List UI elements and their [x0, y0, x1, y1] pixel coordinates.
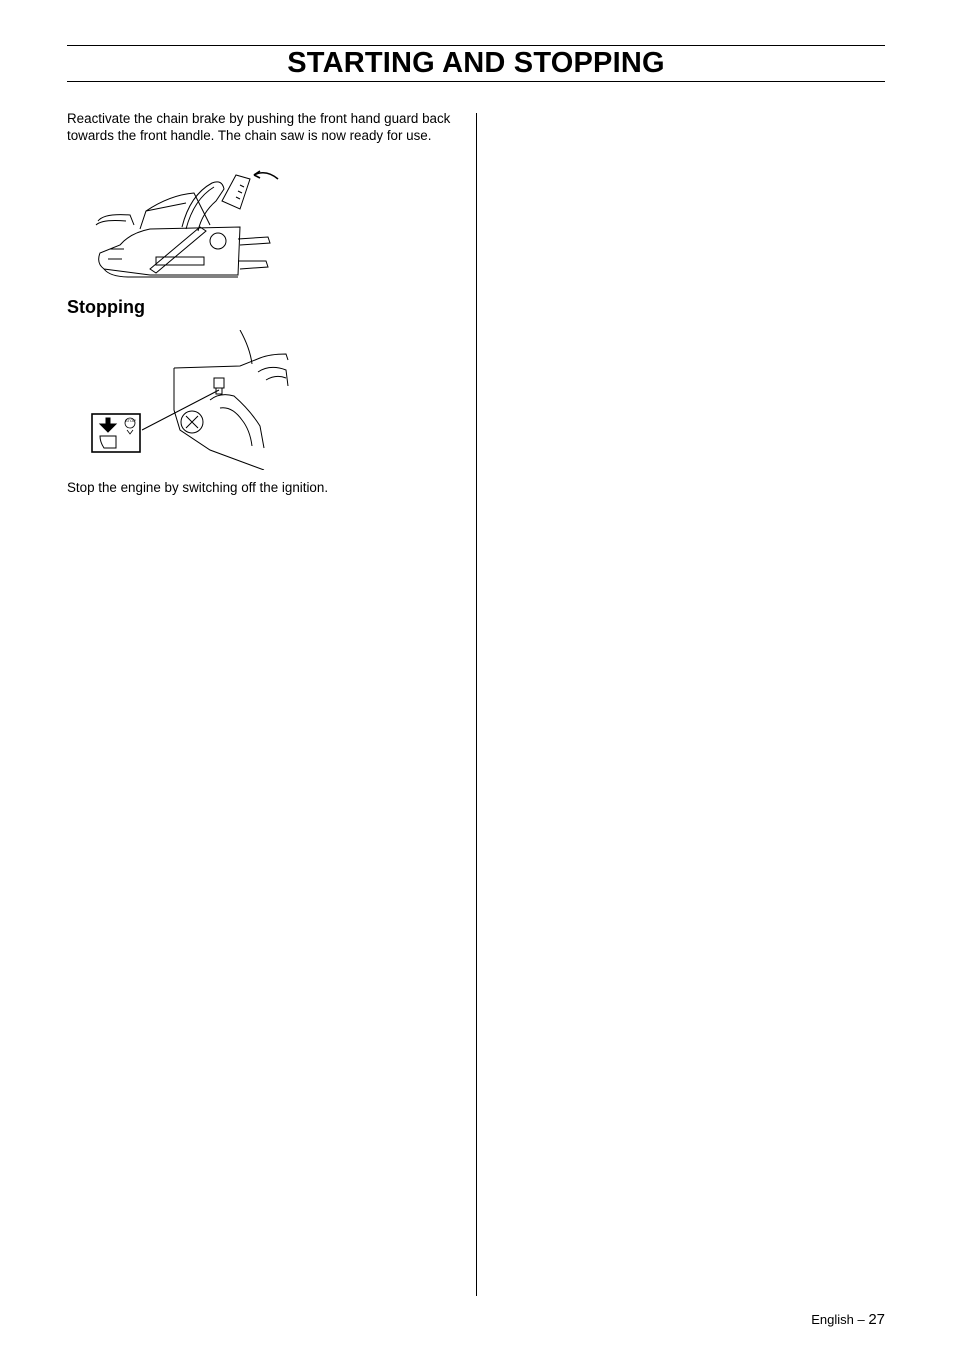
footer-language: English	[811, 1312, 854, 1327]
stop-switch-icon	[90, 330, 295, 470]
stopping-heading: Stopping	[67, 297, 145, 317]
stop-switch-label: STOP	[125, 418, 136, 423]
page-footer	[811, 1311, 885, 1329]
chainsaw-chain-brake-icon	[90, 165, 310, 285]
column-divider	[476, 113, 477, 1296]
reactivate-paragraph: Reactivate the chain brake by pushing the front hand guard back towards the front handle. The chain saw is now ready for use.	[67, 111, 451, 143]
footer-separator: –	[857, 1312, 865, 1327]
stop-paragraph: Stop the engine by switching off the ignition.	[67, 480, 329, 495]
page-number: 27	[868, 1311, 885, 1328]
page-title: STARTING AND STOPPING	[287, 47, 665, 79]
header-bottom-rule	[67, 81, 885, 82]
